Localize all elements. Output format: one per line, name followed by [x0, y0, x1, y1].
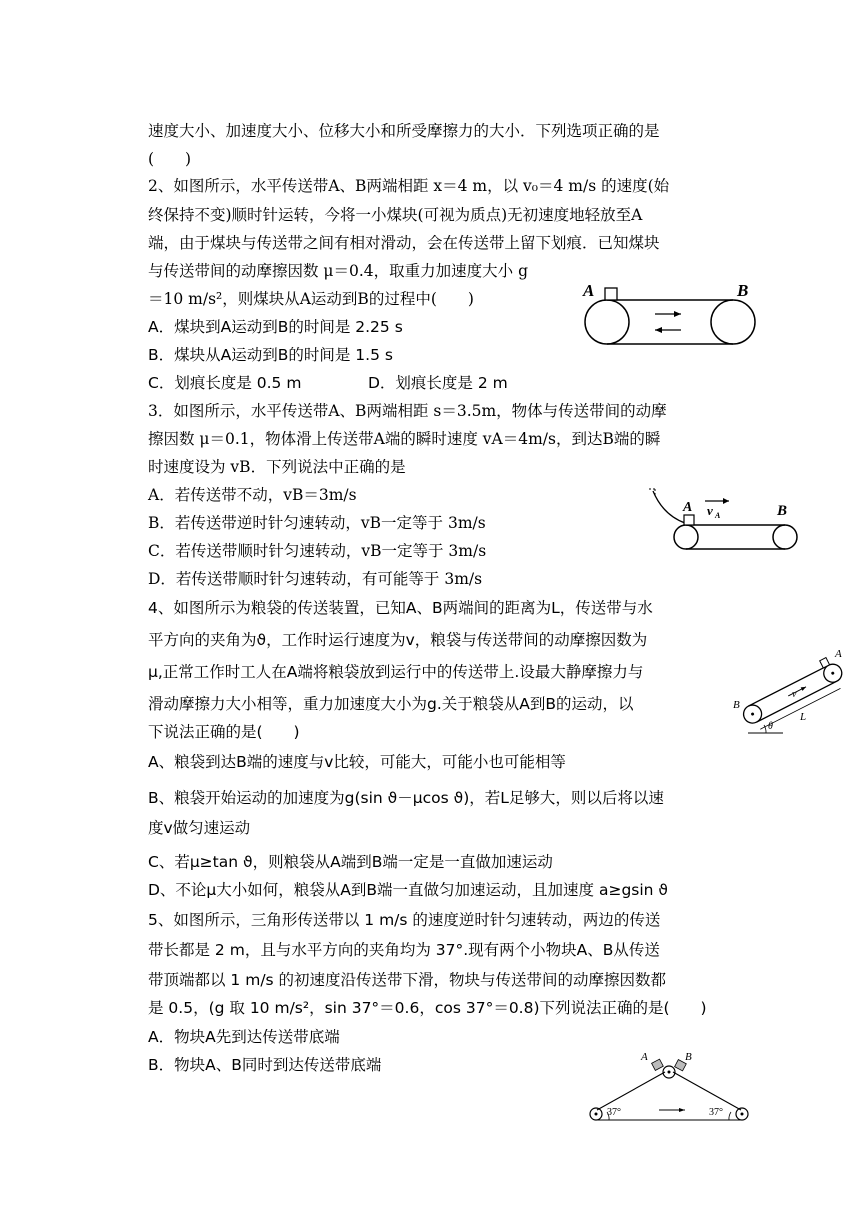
q4-line-2: 平方向的夹角为ϑ，工作时运行速度为v，粮袋与传送带间的动摩擦因数为 [148, 631, 648, 649]
label-l: L [800, 711, 807, 723]
q5-line-4: 是 0.5，(g 取 10 m/s²，sin 37°＝0.6，cos 37°＝0.8)下列说法正确的是( ) [148, 999, 707, 1017]
q5-line-3: 带顶端都以 1 m/s 的初速度沿传送带下滑，物块与传送带间的动摩擦因数都 [148, 971, 667, 989]
angle-right: 37° [709, 1107, 723, 1118]
label-a: A [683, 500, 693, 515]
q2-option-d: D．划痕长度是 2 m [368, 374, 508, 392]
bag-icon [820, 658, 830, 668]
label-v-sub: A [715, 511, 721, 520]
q5-option-a: A．物块A先到达传送带底端 [148, 1028, 340, 1046]
q1-bracket: ( ) [148, 150, 192, 168]
q2-line-3: 端，由于煤块与传送带之间有相对滑动，会在传送带上留下划痕．已知煤块 [148, 234, 660, 252]
block-a-icon [652, 1059, 664, 1070]
q4-option-a: A、粮袋到达B端的速度与v比较，可能大，可能小也可能相等 [148, 753, 566, 771]
q2-line-1: 2、如图所示，水平传送带A、B两端相距 x＝4 m，以 v₀＝4 m/s 的速度(始 [148, 177, 670, 195]
q5-line-2: 带长都是 2 m，且与水平方向的夹角均为 37°.现有两个小物块A、B从传送 [148, 941, 660, 959]
q3-line-3: 时速度设为 vB．下列说法中正确的是 [148, 458, 406, 476]
label-b: B [733, 699, 740, 711]
q5-option-b: B．物块A、B同时到达传送带底端 [148, 1056, 382, 1074]
q3-option-d: D．若传送带顺时针匀速转动，有可能等于 3m/s [148, 570, 483, 588]
block-icon [684, 515, 694, 525]
q3-line-1: 3．如图所示，水平传送带A、B两端相距 s＝3.5m，物体与传送带间的动摩 [148, 402, 667, 420]
q2-option-b: B．煤块从A运动到B的时间是 1.5 s [148, 346, 393, 364]
label-a: A [583, 281, 595, 300]
q3-line-2: 擦因数 μ＝0.1，物体滑上传送带A端的瞬时速度 vA＝4m/s，到达B端的瞬 [148, 430, 661, 448]
q4-option-b-1: B、粮袋开始运动的加速度为g(sin ϑ－μcos ϑ)，若L足够大，则以后将以速 [148, 789, 664, 807]
block-icon [605, 288, 617, 300]
q3-option-c: C．若传送带顺时针匀速转动，vB一定等于 3m/s [148, 542, 487, 560]
q4-option-c: C、若μ≥tan ϑ，则粮袋从A端到B端一定是一直做加速运动 [148, 853, 553, 871]
q2-line-2: 终保持不变)顺时针运转，今将一小煤块(可视为质点)无初速度地轻放至A [148, 206, 643, 224]
label-a: A [835, 648, 842, 660]
label-theta: θ [768, 721, 773, 732]
q4-line-4: 滑动摩擦力大小相等，重力加速度大小为g.关于粮袋从A到B的运动，以 [148, 695, 634, 713]
q2-option-c: C．划痕长度是 0.5 m [148, 374, 302, 392]
q2-option-a: A．煤块到A运动到B的时间是 2.25 s [148, 318, 403, 336]
label-b: B [777, 503, 788, 519]
q3-option-b: B．若传送带逆时针匀速转动，vB一定等于 3m/s [148, 514, 486, 532]
q2-line-4: 与传送带间的动摩擦因数 μ＝0.4，取重力加速度大小 g [148, 262, 529, 280]
label-a: A [641, 1051, 648, 1063]
figure-horizontal-belt [575, 278, 765, 348]
label-v: v [707, 503, 713, 518]
q3-option-a: A．若传送带不动，vB＝3m/s [148, 486, 357, 504]
q4-line-3: μ,正常工作时工人在A端将粮袋放到运行中的传送带上.设最大静摩擦力与 [148, 663, 644, 681]
q4-option-d: D、不论μ大小如何，粮袋从A到B端一直做匀加速运动，且加速度 a≥gsin ϑ [148, 881, 669, 899]
figure-triangle-belt [585, 1050, 755, 1125]
figure-belt-with-ramp [645, 485, 805, 553]
label-b: B [685, 1051, 692, 1063]
q4-option-b-2: 度v做匀速运动 [148, 819, 251, 837]
label-b: B [737, 281, 749, 300]
q4-line-5: 下说法正确的是( ) [148, 723, 300, 741]
q4-line-1: 4、如图所示为粮袋的传送装置，已知A、B两端间的距离为L，传送带与水 [148, 599, 653, 617]
q1-tail-line: 速度大小、加速度大小、位移大小和所受摩擦力的大小．下列选项正确的是 [148, 122, 660, 140]
label-v: v [792, 689, 797, 700]
q5-line-1: 5、如图所示，三角形传送带以 1 m/s 的速度逆时针匀速转动，两边的传送 [148, 911, 661, 929]
angle-left: 37° [607, 1107, 621, 1118]
figure-inclined-belt [728, 645, 853, 745]
q2-line-5: ＝10 m/s²，则煤块从A运动到B的过程中( ) [148, 290, 474, 308]
